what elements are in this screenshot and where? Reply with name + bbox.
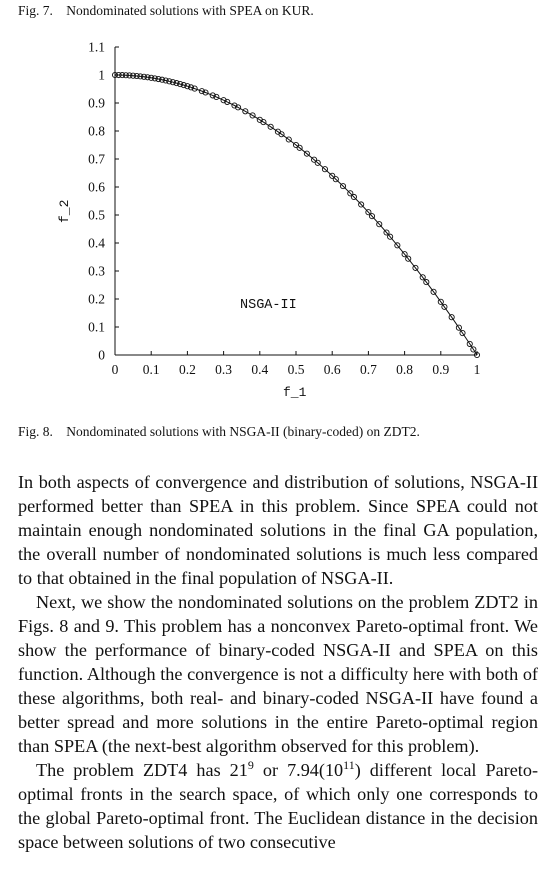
figure-8-text: Nondominated solutions with NSGA-II (binary-coded) on ZDT2. (66, 424, 420, 439)
x-tick-label: 1 (473, 362, 481, 377)
y-tick-label: 0.2 (88, 291, 105, 307)
y-tick-label: 0.9 (88, 95, 105, 111)
y-tick-label: 1.1 (88, 39, 105, 55)
figure-7-caption (18, 3, 314, 19)
y-tick-label: 0.5 (88, 207, 105, 223)
paragraph-2: Next, we show the nondominated solutions on the problem ZDT2 in Figs. 8 and 9. This problem has a nonconvex Pareto-optimal front. We show the performance of binary-coded NSGA-II and SPEA on this function. Although the convergence is not a difficulty here with both of these algorithms, both real- and binary-coded NSGA-II have found a better spread and more solutions in the entire Pareto-optimal region than SPEA (the next-best algorithm observed for this problem). (18, 592, 538, 756)
x-tick-label: 0.7 (359, 362, 377, 377)
data-points (112, 72, 479, 357)
x-tick-label: 0.4 (251, 362, 269, 377)
figure-7-label: Fig. 7. (18, 3, 53, 18)
x-tick-label: 0.9 (432, 362, 450, 377)
pareto-front-chart (0, 30, 513, 410)
y-tick-label: 0.4 (88, 235, 105, 251)
y-tick-label: 0.3 (88, 263, 105, 279)
y-tick-label: 0.7 (88, 151, 105, 167)
paragraph-3-exponent-2: 11 (343, 757, 355, 772)
x-tick-label: 0.5 (287, 362, 305, 377)
x-tick-label: 0.1 (142, 362, 160, 377)
x-tick-label: 0.2 (178, 362, 196, 377)
pareto-front-line (115, 75, 477, 355)
body-text (18, 470, 538, 854)
x-tick-label: 0.3 (215, 362, 233, 377)
paragraph-3-part-b: or 7.94(10 (253, 760, 344, 780)
paragraph-3 (18, 758, 538, 854)
y-tick-label: 0.6 (88, 179, 105, 195)
paragraph-1: In both aspects of convergence and distribution of solutions, NSGA-II performed better than SPEA in this problem. Since SPEA could not maintain enough nondominated solutions in the final GA population, the overall number of nondominated solutions is much less compared to that obtained in the final population of NSGA-II. (18, 472, 538, 588)
x-axis-label: f_1 (283, 385, 307, 400)
paragraph-3-exponent-1: 9 (247, 757, 254, 772)
chart-annotation: NSGA-II (240, 298, 297, 313)
y-tick-label: 0 (98, 347, 105, 363)
paragraph-3-part-a: The problem ZDT4 has 21 (36, 760, 248, 780)
y-tick-label: 1 (98, 67, 105, 83)
x-tick-label: 0.6 (323, 362, 341, 377)
chart-ticks (88, 40, 480, 378)
figure-8-caption (18, 424, 420, 440)
paragraph-3-part-c: ) different local Pareto-optimal fronts in the search space, of which only one corresponds to the global Pareto-optimal front. The Euclidean distance in the decision space between solutions of two consecutive (18, 760, 538, 852)
y-axis-label: f_2 (57, 199, 72, 223)
figure-7-text: Nondominated solutions with SPEA on KUR. (66, 3, 314, 18)
pareto-curve (115, 75, 477, 355)
y-tick-label: 0.1 (88, 319, 105, 335)
y-tick-label: 0.8 (88, 123, 105, 139)
figure-8-label: Fig. 8. (18, 424, 53, 439)
x-tick-label: 0 (111, 362, 119, 377)
x-tick-label: 0.8 (396, 362, 414, 377)
